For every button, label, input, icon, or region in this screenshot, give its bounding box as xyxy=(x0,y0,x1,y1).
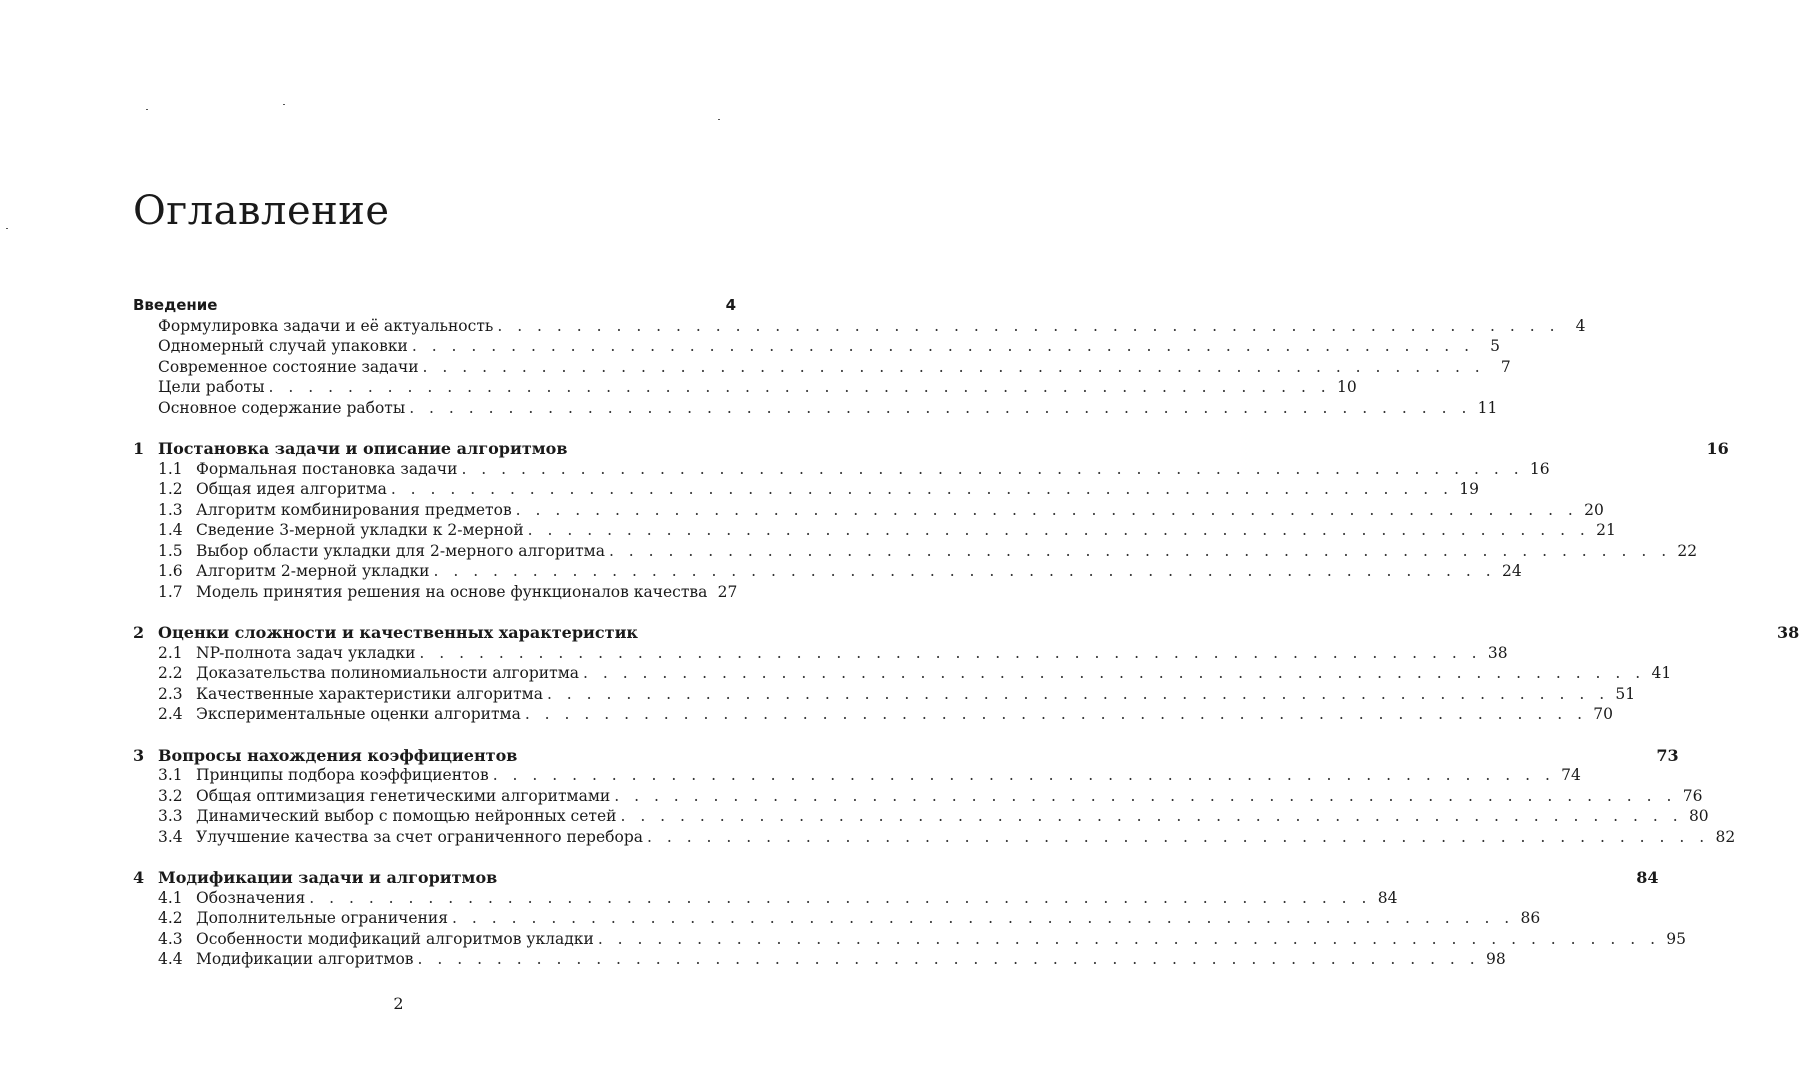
leader-dots: . . . . . . . . . . . . . . . . . . . . . . . . . . . . . . . . . . . . . . . . . . . . . . . . . . . . . . xyxy=(417,950,1480,968)
toc-entry[interactable] xyxy=(133,378,1357,399)
toc-intro-page: 4 xyxy=(725,296,736,314)
toc-entry[interactable] xyxy=(133,766,1581,787)
leader-dots: . . . . . . . . . . . . . . . . . . . . . . . . . . . . . . . . . . . . . . . . . . . . . . . . . . . . . . xyxy=(497,316,1560,335)
toc-entry[interactable] xyxy=(133,337,1501,358)
toc-entry-label: Особенности модификаций алгоритмов укладки xyxy=(196,929,594,948)
table-of-contents xyxy=(133,296,1799,971)
toc-entry-page: 16 xyxy=(1529,459,1550,478)
toc-chapter-number: 4 xyxy=(133,868,145,887)
toc-entry-label: Обозначения xyxy=(196,888,306,907)
toc-intro-items xyxy=(133,316,1586,420)
toc-entry-page: 84 xyxy=(1377,888,1398,907)
toc-entry-number: 4.2 xyxy=(158,909,183,927)
toc-entry-label: Качественные характеристики алгоритма xyxy=(196,684,543,703)
toc-entry-label: Экспериментальные оценки алгоритма xyxy=(196,705,521,723)
toc-entry-page: 86 xyxy=(1520,909,1541,927)
toc-entry-label: NP-полнота задач укладки xyxy=(196,643,416,662)
toc-entry-page: 19 xyxy=(1459,480,1480,498)
toc-entry[interactable] xyxy=(133,827,1736,849)
toc-entry-page: 4 xyxy=(1575,316,1586,335)
toc-entry-label: Общая идея алгоритма xyxy=(196,480,387,498)
toc-chapter-number: 3 xyxy=(133,745,145,765)
leader-dots: . . . . . . . . . . . . . . . . . . . . . . . . . . . . . . . . . . . . . . . . . . . . . . . . . . . . . . xyxy=(515,500,1578,519)
scan-speck xyxy=(718,119,720,120)
toc-entry-number: 1.2 xyxy=(158,480,183,498)
leader-dots: . . . . . . . . . . . . . . . . . . . . . . . . . . . . . . . . . . . . . . . . . . . . . . . . . . . . . . xyxy=(620,807,1683,825)
toc-entry-label: Модификации алгоритмов xyxy=(196,950,414,968)
toc-chapter-page: 84 xyxy=(1636,868,1659,887)
toc-entry-page: 38 xyxy=(1487,643,1508,662)
toc-entry-number: 2.4 xyxy=(158,705,183,723)
toc-entry-page: 27 xyxy=(717,582,738,601)
toc-intro-label: Введение xyxy=(133,296,218,314)
toc-entry-label: Алгоритм 2-мерной укладки xyxy=(196,562,430,580)
leader-dots: . . . . . . . . . . . . . . . . . . . . . . . . . . . . . . . . . . . . . . . . . . . . . . . . . . . . . . xyxy=(583,664,1646,682)
toc-chapter-heading[interactable] xyxy=(133,439,1729,460)
toc-entry-label: Сведение 3-мерной укладки к 2-мерной xyxy=(196,521,524,539)
toc-chapter-label: Оценки сложности и качественных характеристик xyxy=(158,623,638,642)
leader-dots: . . . . . . . . . . . . . . . . . . . . . . . . . . . . . . . . . . . . . . . . . . . . . . . . . . . . . . xyxy=(492,766,1555,784)
toc-entry-page: 98 xyxy=(1485,950,1506,968)
toc-entry[interactable] xyxy=(133,950,1506,971)
toc-entry-label: Модель принятия решения на основе функционалов качества xyxy=(196,582,708,601)
leader-dots: . . . . . . . . . . . . . . . . . . . . . . . . . . . . . . . . . . . . . . . . . . . . . . . . . . . . . . xyxy=(614,786,1677,805)
toc-chapter-page: 16 xyxy=(1706,439,1729,458)
toc-entry-label: Динамический выбор с помощью нейронных сетей xyxy=(196,807,617,825)
toc-entry-number: 1.5 xyxy=(158,541,183,560)
toc-entry[interactable] xyxy=(133,521,1616,542)
leader-dots: . . . . . . . . . . . . . . . . . . . . . . . . . . . . . . . . . . . . . . . . . . . . . . . . . . . . . . xyxy=(546,684,1610,703)
section-gap xyxy=(133,848,736,868)
toc-entry[interactable] xyxy=(133,684,1636,706)
toc-chapter-number: 2 xyxy=(133,623,145,642)
toc-entry-label: Одномерный случай упаковки xyxy=(158,337,408,355)
toc-entry-page: 51 xyxy=(1615,684,1636,703)
toc-entry-number: 3.1 xyxy=(158,766,183,784)
toc-entry[interactable] xyxy=(133,643,1508,665)
leader-dots: . . . . . . . . . . . . . . . . . . . . . . . . . . . . . . . . . . . . . . . . . . . . . . . . . . . . . . xyxy=(646,827,1710,846)
toc-entry-number: 3.4 xyxy=(158,827,183,846)
toc-entry[interactable] xyxy=(133,786,1703,808)
toc-entry[interactable] xyxy=(133,500,1604,522)
toc-entry-label: Улучшение качества за счет ограниченного перебора xyxy=(196,827,643,846)
toc-entry-number: 1.4 xyxy=(158,521,183,539)
toc-entry-number: 4.4 xyxy=(158,950,183,968)
toc-entry-number: 4.1 xyxy=(158,888,183,907)
toc-entry[interactable] xyxy=(133,459,1550,481)
toc-entry[interactable] xyxy=(133,909,1541,930)
toc-entry-page: 7 xyxy=(1500,357,1511,376)
toc-entry-page: 41 xyxy=(1651,664,1672,682)
toc-entry[interactable] xyxy=(133,929,1687,951)
leader-dots: . . . . . . . . . . . . . . . . . . . . . . . . . . . . . . . . . . . . . . . . . . . . . . . . . . . . . . xyxy=(390,480,1454,498)
toc-entry[interactable] xyxy=(133,541,1698,563)
section-gap xyxy=(133,726,736,746)
scan-speck xyxy=(146,109,148,110)
toc-chapter-heading[interactable] xyxy=(133,868,1659,889)
toc-chapter-page: 38 xyxy=(1777,623,1799,642)
toc-entry-page: 80 xyxy=(1688,807,1709,825)
leader-dots: . . . . . . . . . . . . . . . . . . . . . . . . . . . . . . . . . . . . . . . . . . . . . . . . . . . . . . xyxy=(608,541,1672,560)
leader-dots: . . . . . . . . . . . . . . . . . . . . . . . . . . . . . . . . . . . . . . . . . . . . . . . . . . . . . . xyxy=(419,643,1482,662)
toc-chapter-page: 73 xyxy=(1656,745,1679,765)
leader-dots: . . . . . . . . . . . . . . . . . . . . . . . . . . . . . . . . . . . . . . . . . . . . . . . . . . . . . . xyxy=(597,929,1661,948)
toc-intro-heading[interactable] xyxy=(133,296,736,317)
toc-entry-label: Современное состояние задачи xyxy=(158,357,419,376)
toc-entry[interactable] xyxy=(133,807,1709,828)
toc-entry-number: 3.3 xyxy=(158,807,183,825)
leader-dots: . . . . . . . . . . . . . . . . . . . . . . . . . . . . . . . . . . . . . . . . . . . . . . . . . . . . . . xyxy=(409,398,1472,417)
leader-dots: . . . . . . . . . . . . . . . . . . . . . . . . . . . . . . . . . . . . . . . . . . . . . . . . . . . . . . xyxy=(461,459,1524,478)
section-gap xyxy=(133,603,736,623)
toc-entry-page: 20 xyxy=(1584,500,1604,519)
toc-entry[interactable] xyxy=(133,583,736,604)
page-number: 2 xyxy=(393,994,404,1013)
toc-entry-label: Принципы подбора коэффициентов xyxy=(196,766,489,784)
toc-entry-page: 95 xyxy=(1666,929,1687,948)
toc-entry-page: 24 xyxy=(1501,562,1522,580)
toc-chapter-heading[interactable] xyxy=(133,745,1679,767)
toc-entry-page: 10 xyxy=(1337,378,1357,396)
scan-speck xyxy=(6,228,8,229)
toc-entry[interactable] xyxy=(133,562,1522,583)
toc-entry-page: 74 xyxy=(1561,766,1581,784)
section-gap xyxy=(133,419,736,439)
toc-entry-number: 2.1 xyxy=(158,643,183,662)
toc-entry[interactable] xyxy=(133,480,1480,501)
toc-entry-page: 22 xyxy=(1677,541,1698,560)
leader-dots: . . . . . . . . . . . . . . . . . . . . . . . . . . . . . . . . . . . . . . . . . . . . . . . . . . . . . . xyxy=(422,357,1485,376)
toc-entry-label: Формальная постановка задачи xyxy=(196,459,458,478)
toc-entry-number: 1.3 xyxy=(158,500,183,519)
toc-entry-number: 2.2 xyxy=(158,664,183,682)
toc-entry-number: 1.1 xyxy=(158,459,183,478)
toc-entry-page: 82 xyxy=(1715,827,1736,846)
toc-entry-number: 3.2 xyxy=(158,786,183,805)
leader-dots: . . . . . . . . . . . . . . . . . . . . . . . . . . . . . . . . . . . . . . . . . . . . . . . . . . . . . . xyxy=(268,378,1331,396)
toc-chapters xyxy=(133,419,1799,971)
leader-dots: . . . . . . . . . . . . . . . . . . . . . . . . . . . . . . . . . . . . . . . . . . . . . . . . . . . . . . xyxy=(411,337,1475,355)
toc-entry-label: Основное содержание работы xyxy=(158,398,406,417)
toc-entry[interactable] xyxy=(133,357,1511,379)
toc-entry-page: 21 xyxy=(1596,521,1616,539)
toc-entry-label: Формулировка задачи и её актуальность xyxy=(158,316,494,335)
toc-entry-label: Общая оптимизация генетическими алгоритмами xyxy=(196,786,611,805)
page-title: Оглавление xyxy=(133,188,390,234)
toc-chapter-label: Модификации задачи и алгоритмов xyxy=(158,868,498,887)
toc-chapter-label: Постановка задачи и описание алгоритмов xyxy=(158,439,568,458)
toc-entry-number: 1.7 xyxy=(158,582,183,601)
toc-entry-page: 76 xyxy=(1682,786,1703,805)
toc-entry[interactable] xyxy=(133,705,1614,726)
leader-dots: . . . . . . . . . . . . . . . . . . . . . . . . . . . . . . . . . . . . . . . . . . . . . . . . . . . . . . xyxy=(527,521,1590,539)
leader-dots: . . . . . . . . . . . . . . . . . . . . . . . . . . . . . . . . . . . . . . . . . . . . . . . . . . . . . . xyxy=(309,888,1372,907)
toc-entry-label: Дополнительные ограничения xyxy=(196,909,449,927)
leader-dots: . . . . . . . . . . . . . . . . . . . . . . . . . . . . . . . . . . . . . . . . . . . . . . . . . . . . . . xyxy=(452,909,1515,927)
toc-entry-label: Алгоритм комбинирования предметов xyxy=(196,500,512,519)
toc-entry[interactable] xyxy=(133,398,1498,420)
toc-entry[interactable] xyxy=(133,888,1398,910)
toc-entry-page: 70 xyxy=(1593,705,1614,723)
toc-chapter-heading[interactable] xyxy=(133,623,1799,644)
toc-entry-number: 1.6 xyxy=(158,562,183,580)
toc-chapter-label: Вопросы нахождения коэффициентов xyxy=(158,745,518,765)
toc-entry-number: 4.3 xyxy=(158,929,183,948)
toc-entry-page: 11 xyxy=(1477,398,1498,417)
toc-entry-label: Выбор области укладки для 2-мерного алгоритма xyxy=(196,541,605,560)
toc-entry-label: Цели работы xyxy=(158,378,265,396)
leader-dots: . . . . . . . . . . . . . . . . . . . . . . . . . . . . . . . . . . . . . . . . . . . . . . . . . . . . . . xyxy=(524,705,1588,723)
toc-entry[interactable] xyxy=(133,316,1586,338)
toc-chapter-number: 1 xyxy=(133,439,145,458)
toc-entry-label: Доказательства полиномиальности алгоритма xyxy=(196,664,579,682)
leader-dots: . . . . . . . . . . . . . . . . . . . . . . . . . . . . . . . . . . . . . . . . . . . . . . . . . . . . . . xyxy=(433,562,1496,580)
toc-entry-number: 2.3 xyxy=(158,684,183,703)
scan-speck xyxy=(283,104,285,105)
toc-entry-page: 5 xyxy=(1490,337,1501,355)
toc-entry[interactable] xyxy=(133,664,1672,685)
